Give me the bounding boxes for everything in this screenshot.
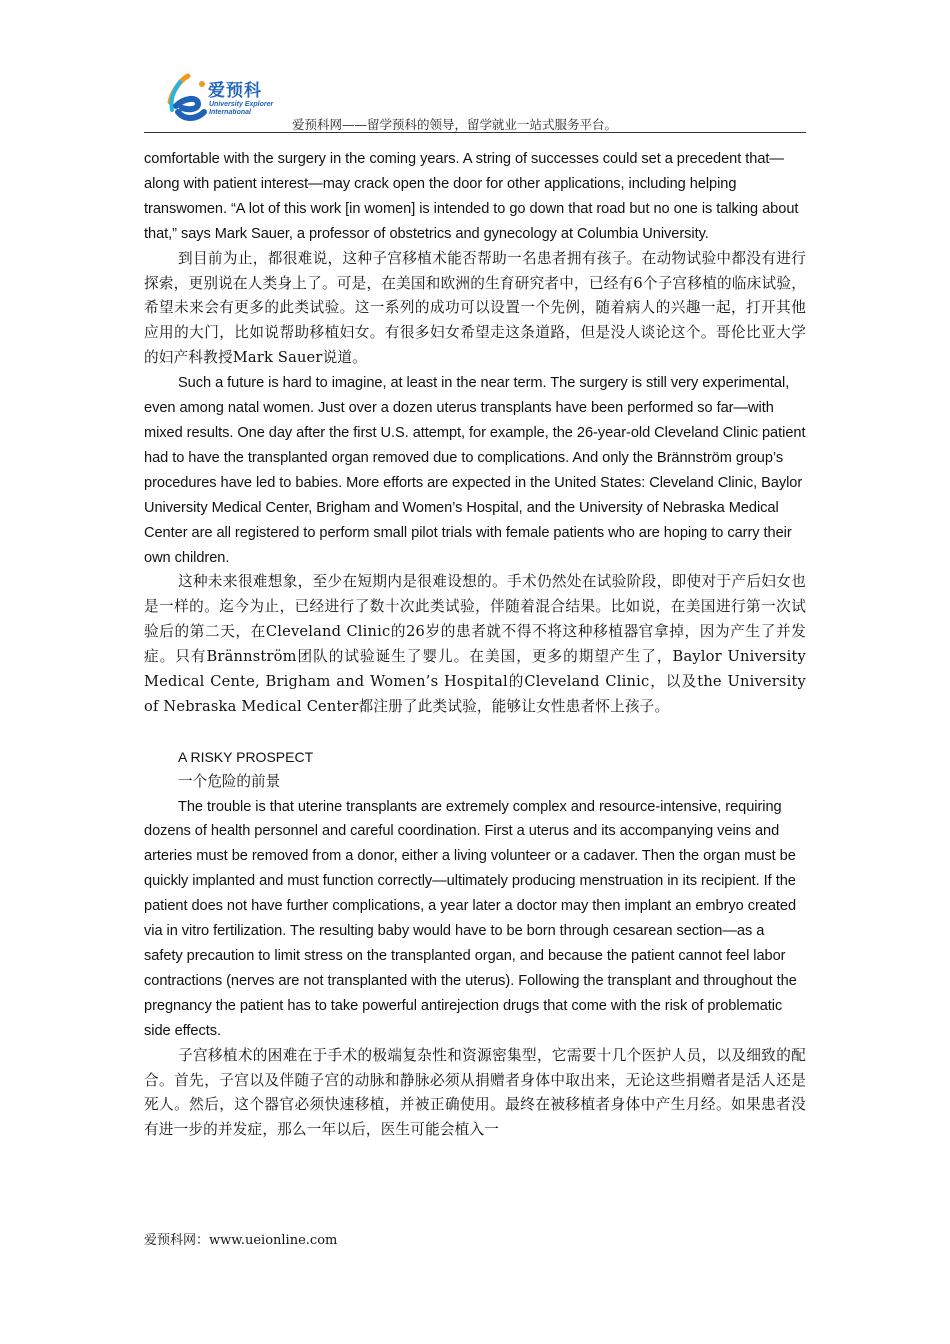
paragraph-en-1: comfortable with the surgery in the coming years. A string of successes could set a precedent that—along with patient interest—may crack open the door for other applications, including helping transwomen. “A lot of this work [in women] is intended to go down that road but no one is talking about that,” says Mark Sauer, a professor of obstetrics and gynecology at Columbia University.	[144, 151, 799, 242]
header-slogan: 爱预科网——留学预科的领导，留学就业一站式服务平台。	[292, 117, 618, 132]
section-heading-zh: 一个危险的前景	[178, 772, 281, 790]
paragraph-en-3: The trouble is that uterine transplants are extremely complex and resource-intensive, requiring dozens of health personnel and careful coordination. First a uterus and its accompanying veins and arteries must be removed from a donor, either a living volunteer or a cadaver. Then the organ must be quickly implanted and must function correctly—ultimately producing menstruation in its recipient. If the patient does not have further complications, a year later a doctor may then implant an embryo created via in vitro fertilization. The resulting baby would have to be born through cesarean section—as a safety precaution to limit stress on the transplanted organ, and because the patient cannot feel labor contractions (nerves are not transplanted with the uterus). Following the transplant and throughout the pregnancy the patient has to take powerful antirejection drugs that come with the risk of problematic side effects.	[144, 798, 797, 1039]
section-heading-en: A RISKY PROSPECT	[178, 748, 314, 765]
logo	[158, 70, 288, 126]
logo-subtitle	[209, 101, 273, 117]
header-divider	[144, 132, 806, 133]
paragraph-zh-1: 到目前为止，都很难说，这种子宫移植术能否帮助一名患者拥有孩子。在动物试验中都没有进行探索，更别说在人类身上了。可是，在美国和欧洲的生育研究者中，已经有6个子宫移植的临床试验，希望未来会有更多的此类试验。这一系列的成功可以设置一个先例，随着病人的兴趣一起，打开其他应用的大门，比如说帮助移植妇女。有很多妇女希望走这条道路，但是没人谈论这个。哥伦比亚大学的妇产科教授Mark Sauer说道。	[144, 249, 806, 367]
logo-name: 爱预科	[208, 81, 262, 101]
paragraph-zh-3: 子宫移植术的困难在于手术的极端复杂性和资源密集型，它需要十几个医护人员，以及细致的配合。首先，子宫以及伴随子宫的动脉和静脉必须从捐赠者身体中取出来，无论这些捐赠者是活人还是死人。然后，这个器官必须快速移植，并被正确使用。最终在被移植者身体中产生月经。如果患者没有进一步的并发症，那么一年以后，医生可能会植入一	[144, 1046, 806, 1139]
article-body	[144, 147, 806, 1143]
page-footer: 爱预科网：www.ueionline.com	[144, 1233, 338, 1248]
paragraph-en-2: Such a future is hard to imagine, at least in the near term. The surgery is still very experimental, even among natal women. Just over a dozen uterus transplants have been performed so far—with mixed results. One day after the first U.S. attempt, for example, the 26-year-old Cleveland Clinic patient had to have the transplanted organ removed due to complications. And only the Brännström group’s procedures have led to babies. More efforts are expected in the United States: Cleveland Clinic, Baylor University Medical Center, Brigham and Women’s Hospital, and the University of Nebraska Medical Center are all registered to perform small pilot trials with female patients who are hoping to carry their own children.	[144, 375, 806, 566]
page-header	[144, 66, 806, 134]
logo-e-mark-icon	[158, 70, 214, 126]
logo-subtitle-line2: International	[209, 109, 252, 116]
paragraph-zh-2: 这种未来很难想象，至少在短期内是很难设想的。手术仍然处在试验阶段，即使对于产后妇女也是一样的。迄今为止，已经进行了数十次此类试验，伴随着混合结果。比如说，在美国进行第一次试验后的第二天，在Cleveland Clinic的26岁的患者就不得不将这种移植器官拿掉，因为产生了并发症。只有Brännström团队的试验诞生了婴儿。在美国，更多的期望产生了，Baylor University Medical Cente, Brigham and Women’s Hospital的Cleveland Clinic，以及the University of Nebraska Medical Center都注册了此类试验，能够让女性患者怀上孩子。	[144, 573, 806, 715]
logo-subtitle-line1: University Explorer	[209, 101, 274, 108]
